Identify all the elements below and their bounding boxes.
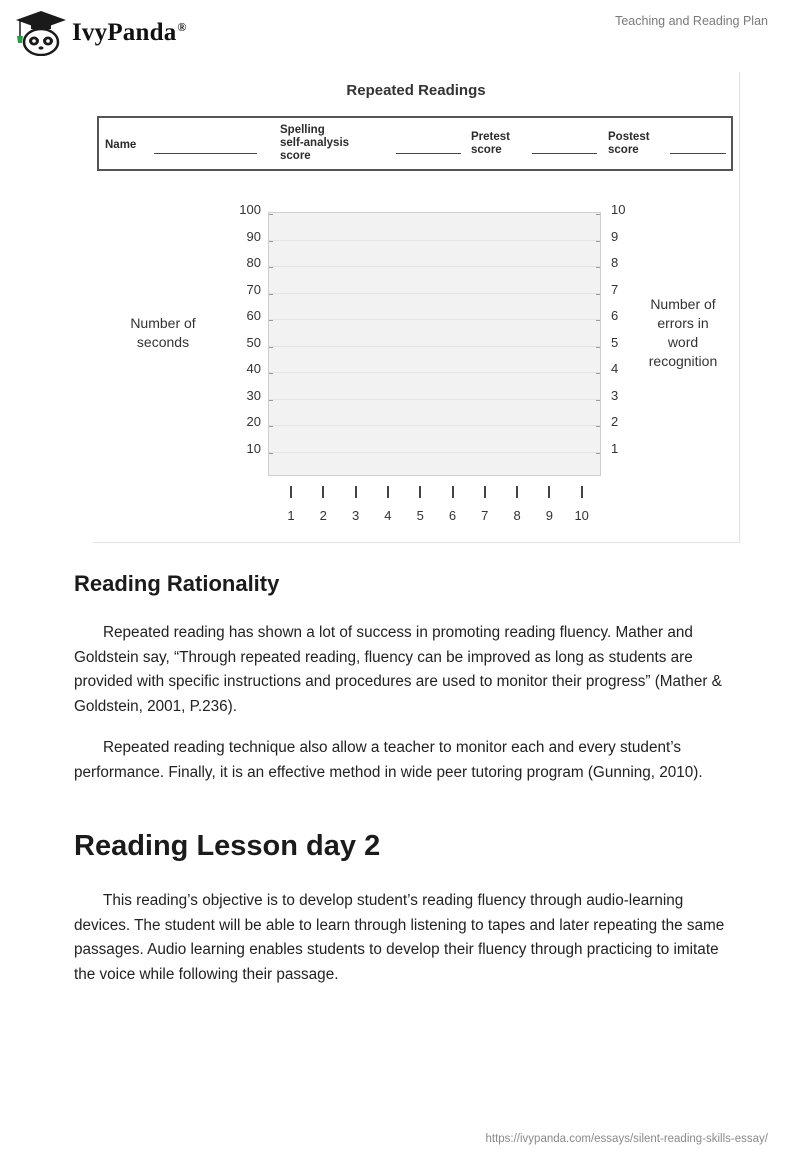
- right-tick-label: 8: [611, 255, 619, 270]
- x-tick-label: 1: [287, 508, 295, 523]
- section-heading-reading-lesson-day-2: Reading Lesson day 2: [74, 830, 381, 862]
- right-tick-label: 10: [611, 202, 626, 217]
- panda-graduate-icon: [14, 10, 68, 56]
- left-tick-label: 30: [246, 387, 261, 403]
- x-tick-mark: [322, 486, 324, 498]
- x-tick-label: 10: [574, 508, 589, 523]
- repeated-readings-figure: [93, 72, 740, 543]
- x-tick-label: 9: [545, 508, 553, 523]
- left-tick-label: 40: [246, 361, 261, 376]
- right-tick-label: 6: [611, 308, 619, 323]
- left-axis-label: Number of seconds: [130, 315, 196, 350]
- left-tick-label: 60: [246, 308, 261, 323]
- x-tick-mark: [419, 486, 421, 498]
- pretest-field-line: [532, 153, 597, 154]
- spelling-field-line: [396, 153, 461, 154]
- left-tick-label: 50: [246, 334, 261, 350]
- x-tick-label: 7: [481, 508, 489, 523]
- left-tick-label: 70: [246, 281, 261, 297]
- x-tick-mark: [548, 486, 550, 498]
- brand-name: IvyPanda®: [72, 19, 187, 46]
- x-tick-label: 5: [416, 508, 424, 523]
- section-heading-reading-rationality: Reading Rationality: [74, 571, 280, 596]
- right-tick-label: 3: [611, 387, 619, 403]
- x-tick-mark: [581, 486, 583, 498]
- x-tick-label: 4: [384, 508, 392, 523]
- right-tick-label: 5: [611, 334, 619, 350]
- paragraph: Repeated reading technique also allow a teacher to monitor each and every student’s performance. Finally, it is an effective method in wide peer tutoring program (Gunning, 2010).: [74, 739, 703, 781]
- running-title: Teaching and Reading Plan: [615, 14, 768, 28]
- left-tick-label: 10: [246, 440, 261, 456]
- x-tick-label: 2: [319, 508, 327, 523]
- right-tick-label: 7: [611, 281, 619, 297]
- x-tick-label: 6: [448, 508, 457, 523]
- left-tick-label: 90: [246, 228, 261, 244]
- brand-logo[interactable]: [14, 10, 187, 56]
- plot-area: [268, 212, 601, 476]
- name-field-line: [154, 153, 257, 154]
- right-tick-label: 9: [611, 228, 619, 244]
- left-tick-label: 20: [246, 414, 261, 429]
- right-tick-label: 2: [611, 414, 619, 429]
- score-fields-box: [97, 116, 733, 171]
- x-tick-mark: [355, 486, 357, 498]
- left-tick-label: 80: [246, 255, 261, 270]
- x-tick-mark: [452, 486, 454, 498]
- x-tick-label: 8: [513, 508, 521, 523]
- paragraph: This reading’s objective is to develop student’s reading fluency through audio-learning devices. The student will be able to learn through listening to tapes and later repeating the same passages. Audio learning enables students to develop their fluency through practicing to imitate the voice while following their passage.: [74, 892, 725, 983]
- name-field-label: Name: [105, 139, 137, 151]
- source-url-link[interactable]: https://ivypanda.com/essays/silent-reading-skills-essay/: [485, 1133, 768, 1145]
- right-tick-label: 1: [611, 440, 619, 456]
- paragraph: Repeated reading has shown a lot of success in promoting reading fluency. Mather and Goldstein say, “Through repeated reading, fluency can be improved as long as students are provided with specific instructions and procedures are used to monitor their progress” (Mather & Goldstein, 2001, P.236).: [74, 624, 722, 715]
- figure-title: Repeated Readings: [346, 82, 486, 99]
- right-tick-label: 4: [611, 361, 619, 376]
- x-tick-mark: [290, 486, 292, 498]
- right-axis-label: Number of errors in word recognition: [648, 296, 718, 369]
- x-tick-mark: [387, 486, 389, 498]
- posttest-field-label: Postest score: [608, 131, 650, 156]
- left-tick-label: 100: [239, 202, 261, 217]
- plot-grid: [269, 213, 600, 475]
- posttest-field-line: [670, 153, 726, 154]
- spelling-field-label: Spelling self-analysis score: [280, 124, 350, 162]
- x-tick-mark: [516, 486, 518, 498]
- pretest-field-label: Pretest score: [471, 131, 510, 156]
- x-tick-mark: [484, 486, 486, 498]
- x-tick-label: 3: [351, 508, 360, 523]
